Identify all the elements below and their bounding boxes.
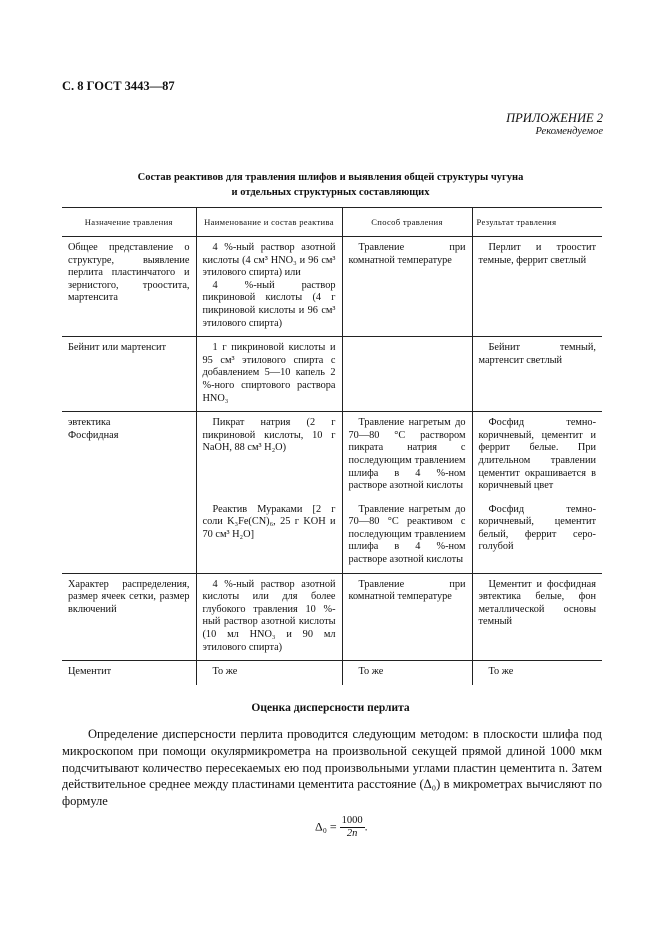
- result-cell: Перлит и троостит темные, феррит светлый: [472, 237, 602, 337]
- table-row: [62, 499, 602, 573]
- formula-numerator: 1000: [341, 815, 363, 826]
- reagent-text: 4 %-ный раствор пикриновой кислоты (4 г пикриновой кислоты и 96 см³ этилового спирта): [202, 279, 336, 329]
- purpose-text: Фосфидная: [68, 429, 119, 441]
- result-cell: Цементит и фосфидная эвтектика белые, фон металлической основы темный: [472, 573, 602, 661]
- reagent-cell: 4 %-ный раствор азотной кислоты или для более глубокого травления 10 %-ный раствор азотной кислоты (10 мл HNO₃ и 90 мл этилового спирта): [196, 573, 342, 661]
- column-header-reagent: Наименование и состав реактива: [196, 208, 342, 237]
- column-header-result: Результат травления: [472, 208, 602, 237]
- purpose-cell: [62, 499, 196, 573]
- method-cell: Травление нагретым до 70—80 °С реактивом с последующим травлением шлифа в 4 %-ном растворе азотной кислоты: [342, 499, 472, 573]
- formula-denominator: 2n: [346, 828, 358, 839]
- result-cell: То же: [472, 661, 602, 685]
- reagent-text: 4 %-ный раствор азотной кислоты (4 см³ HNO₃ и 96 см³ этилового спирта) или: [202, 242, 336, 279]
- reagent-cell: То же: [196, 661, 342, 685]
- table-row: [62, 573, 602, 661]
- purpose-cell: Характер распределения, размер ячеек сетки, размер включений: [62, 573, 196, 661]
- method-cell: Травление при комнатной температуре: [342, 573, 472, 661]
- method-cell: Травление при комнатной температуре: [342, 237, 472, 337]
- purpose-cell: Бейнит или мартенсит: [62, 337, 196, 412]
- formula: Δ₀ = $\frac{1000}{2n}$ .: [315, 815, 368, 839]
- table-header-row: [62, 208, 602, 237]
- table-title: [0, 170, 661, 200]
- appendix-status: Рекомендуемое: [535, 126, 603, 137]
- result-cell: Фосфид темно-коричневый, цементит и феррит белые. При длительном травлении цементит окрашивается в коричневый цвет: [472, 412, 602, 499]
- result-cell: Фосфид темно-коричневый, цементит белый, феррит серо-голубой: [472, 499, 602, 573]
- appendix-title: ПРИЛОЖЕНИЕ 2: [506, 111, 603, 125]
- section-title: Оценка дисперсности перлита: [251, 702, 410, 714]
- table-row: [62, 412, 602, 499]
- body-paragraph: Определение дисперсности перлита проводится следующим методом: в плоскости шлифа под микроскопом при помощи окулярмикрометра на произвольной секущей прямой длиной 1000 мкм подсчитывают количество пересекаемых ею под произвольными углами пластин цементита n. Затем действительное среднее между пластинами цементита расстояние (Δ₀) в микрометрах вычисляют по формуле: [62, 727, 602, 809]
- method-cell: То же: [342, 661, 472, 685]
- result-cell: Бейнит темный, мартенсит светлый: [472, 337, 602, 412]
- formula-lhs: Δ₀ =: [315, 819, 337, 834]
- reagent-cell: Пикрат натрия (2 г пикриновой кислоты, 10 г NaOH, 88 см³ H₂O): [196, 412, 342, 499]
- reagent-cell: [196, 237, 342, 337]
- table-title-line1: Состав реактивов для травления шлифов и выявления общей структуры чугуна: [137, 172, 524, 183]
- page-header: С. 8 ГОСТ 3443—87: [62, 79, 175, 93]
- purpose-text: эвтектика: [68, 417, 111, 429]
- purpose-cell: [62, 412, 196, 499]
- column-header-method: Способ травления: [342, 208, 472, 237]
- column-header-purpose: Назначение травления: [62, 208, 196, 237]
- method-cell: [342, 337, 472, 412]
- table-row: [62, 237, 602, 337]
- reagents-table: [62, 207, 602, 685]
- reagent-cell: 1 г пикриновой кислоты и 95 см³ этилового спирта с добавлением 5—10 капель 2 %-ного спиртового раствора HNO₃: [196, 337, 342, 412]
- method-cell: Травление нагретым до 70—80 °С раствором пикрата натрия с последующим травлением шлифа в 4 %-ном растворе азотной кислоты: [342, 412, 472, 499]
- table-title-line2: и отдельных структурных составляющих: [231, 187, 430, 198]
- purpose-cell: Общее представление о структуре, выявление перлита пластинчатого и зернистого, троостита, мартенсита: [62, 237, 196, 337]
- table-row: [62, 337, 602, 412]
- formula-fraction: [340, 815, 365, 840]
- purpose-cell: Цементит: [68, 666, 112, 678]
- reagent-cell: Реактив Мураками [2 г соли K₃Fe(CN)₆, 25 г KOH и 70 см³ H₂O]: [196, 499, 342, 573]
- appendix-block: [506, 111, 603, 139]
- table-row: [62, 661, 602, 685]
